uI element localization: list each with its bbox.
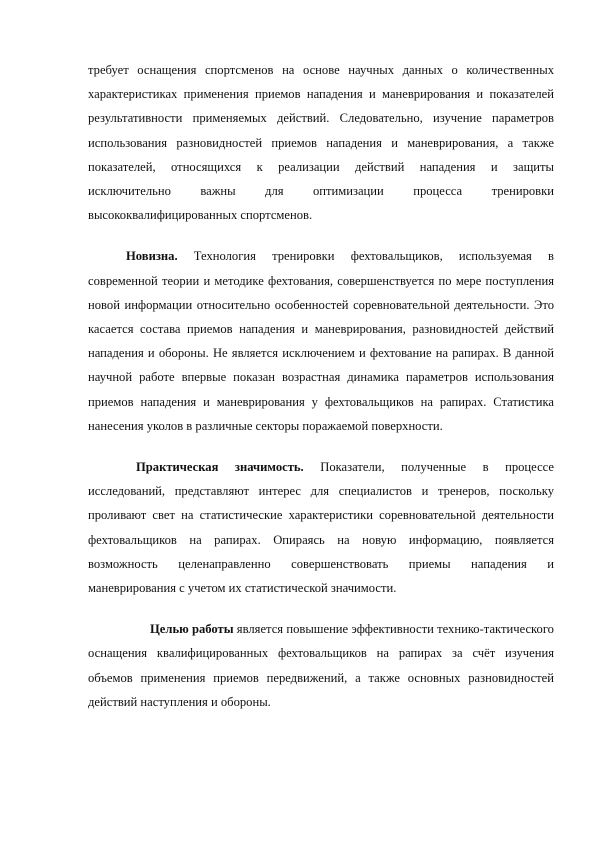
paragraph-text: Показатели, полученные в процессе исследований, представляют интерес для специалистов и тренеров, поскольку проливают свет на статистические характеристики соревновательной деятельности фехтовальщиков на рапирах. Опираясь на новую информацию, появляется возможность целенаправленно совершенствовать приемы нападения и маневрирования с учетом их статистической значимости. <box>88 460 554 596</box>
paragraph-text: является повышение эффективности технико-тактического оснащения квалифицированных фехтовальщиков на рапирах за счёт изучения объемов применения приемов передвижений, а также основных разновидностей действий наступления и обороны. <box>88 622 554 709</box>
paragraph-text: Технология тренировки фехтовальщиков, используемая в современной теории и методике фехтования, совершенствуется по мере поступления новой информации относительно особенностей соревновательной деятельности. Это касается состава приемов нападения и маневрирования, разновидностей действий нападения и обороны. Не является исключением и фехтование на рапирах. В данной научной работе впервые показан возрастная динамика параметров использования приемов нападения и маневрирования у фехтовальщиков на рапирах. Статистика нанесения уколов в различные секторы поражаемой поверхности. <box>88 249 554 433</box>
paragraph-lead-novelty: Новизна. <box>126 249 178 264</box>
paragraph-lead-goal: Целью работы <box>150 622 234 637</box>
paragraph-novelty <box>88 244 554 438</box>
paragraph-lead-practical-significance: Практическая значимость. <box>136 460 304 475</box>
paragraph-intro-continuation <box>88 58 554 227</box>
paragraph-practical-significance <box>88 455 554 600</box>
paragraph-goal <box>88 617 554 714</box>
document-body <box>88 58 554 714</box>
paragraph-text: требует оснащения спортсменов на основе научных данных о количественных характеристиках применения приемов нападения и маневрирования и показателей результативности применяемых действий. Следовательно, изучение параметров использования разновидностей приемов нападения и маневрирования, а также показателей, относящихся к реализации действий нападения и защиты исключительно важны для оптимизации процесса тренировки высококвалифицированных спортсменов. <box>88 63 554 223</box>
